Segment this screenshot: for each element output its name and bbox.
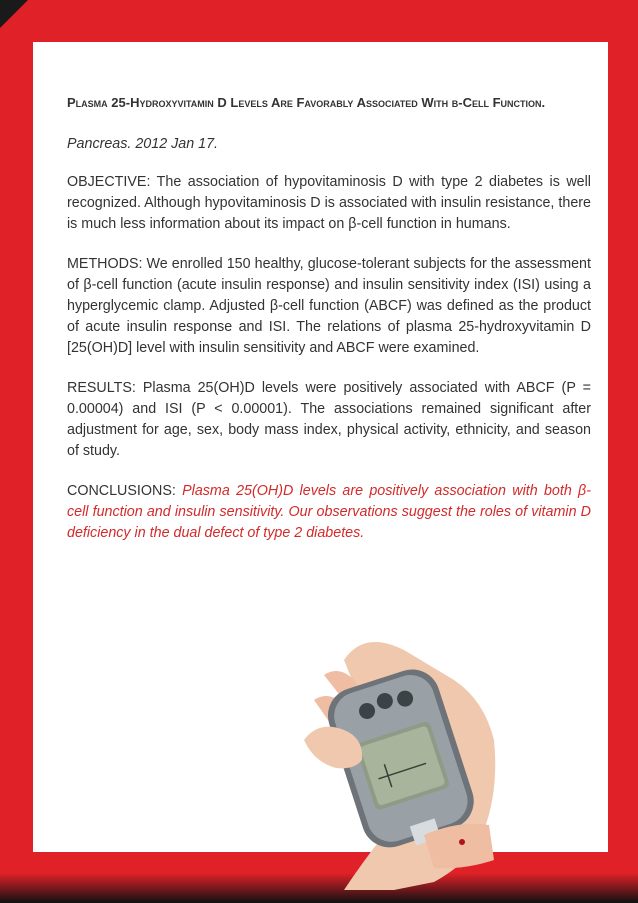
- corner-decoration: [0, 0, 28, 28]
- methods-paragraph: METHODS: We enrolled 150 healthy, glucose-tolerant subjects for the assessment of β-cell function (acute insulin response) and insulin sensitivity index (ISI) using a hyperglycemic clamp. Adjusted β-cell function (ABCF) was defined as the product of acute insulin response and ISI. The relations of plasma 25-hydroxyvitamin D [25(OH)D] level with insulin sensitivity and ABCF were examined.: [67, 256, 591, 356]
- abstract-card: [33, 42, 608, 852]
- abstract-content: [67, 92, 591, 563]
- conclusions-text: Plasma 25(OH)D levels are positively association with both β-cell function and insulin sensitivity. Our observations suggest the roles of vitamin D deficiency in the dual defect of type 2 diabetes.: [67, 483, 591, 541]
- conclusions-paragraph: [67, 481, 591, 544]
- blood-drop: [459, 839, 465, 845]
- conclusions-label: CONCLUSIONS:: [67, 483, 183, 499]
- glucose-meter-photo: [284, 620, 504, 890]
- results-paragraph: RESULTS: Plasma 25(OH)D levels were positively associated with ABCF (P = 0.00004) and ISI (P < 0.00001). The associations remained significant after adjustment for age, sex, body mass index, physical activity, ethnicity, and season of study.: [67, 380, 591, 459]
- journal-citation: Pancreas. 2012 Jan 17.: [67, 136, 219, 152]
- objective-paragraph: OBJECTIVE: The association of hypovitaminosis D with type 2 diabetes is well recognized. Although hypovitaminosis D is associated with insulin resistance, there is much less information about its impact on β-cell function in humans.: [67, 174, 591, 232]
- article-title: Plasma 25-Hydroxyvitamin D Levels Are Favorably Associated With β-Cell Function.: [67, 95, 546, 110]
